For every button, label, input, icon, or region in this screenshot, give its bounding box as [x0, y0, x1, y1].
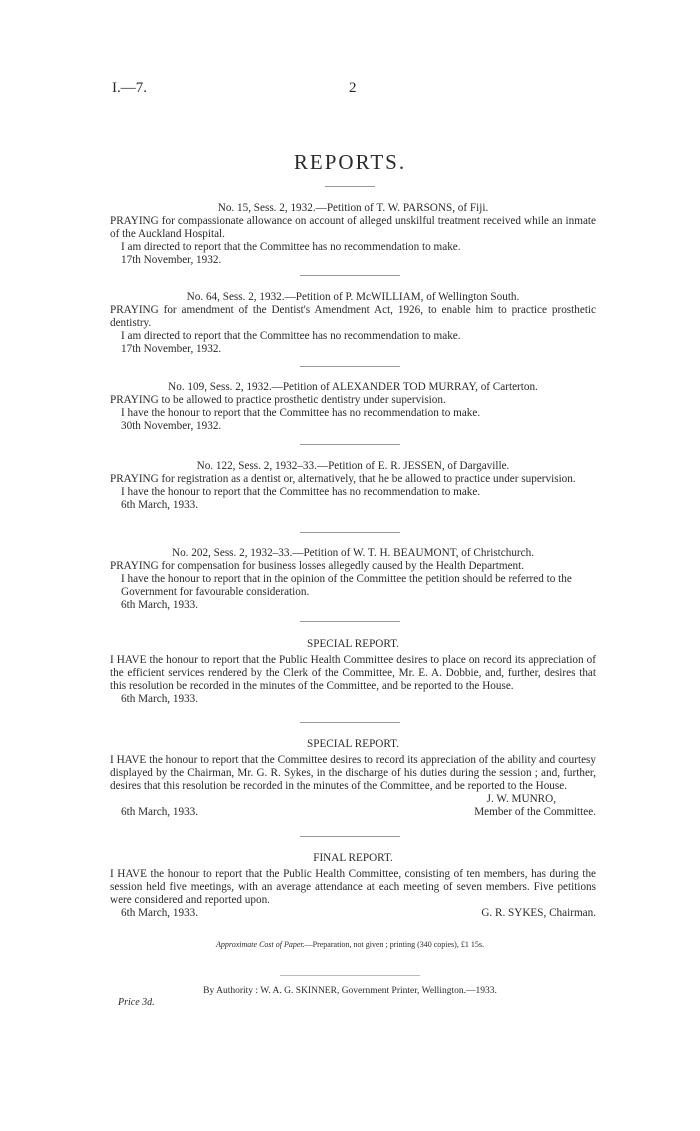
report-date: 6th March, 1933.	[121, 806, 199, 818]
cost-label: Approximate Cost of Paper.	[216, 940, 305, 949]
special-report-clerk	[110, 638, 596, 706]
page-title: REPORTS.	[293, 150, 407, 174]
petition-caption: No. 122, Sess. 2, 1932–33.—Petition of E. R. JESSEN, of Dargaville.	[196, 460, 510, 472]
divider	[300, 532, 400, 533]
report-date: 6th March, 1933.	[121, 693, 199, 705]
signer-name: G. R. SYKES, Chairman.	[481, 907, 596, 919]
report-text: I HAVE the honour to report that the Public Health Committee, consisting of ten members, has during the session held five meetings, with an average attendance at each meeting of seven members. Five petitions were considered and reported upon.	[110, 868, 596, 906]
petition-date: 6th March, 1933.	[121, 499, 199, 511]
petition-prayer: PRAYING for registration as a dentist or, alternatively, that he be allowed to practice under supervision.	[110, 473, 576, 485]
divider	[300, 275, 400, 276]
cost-text: —Preparation, not given ; printing (340 copies), £1 15s.	[304, 940, 484, 949]
petition-caption: No. 202, Sess. 2, 1932–33.—Petition of W. T. H. BEAUMONT, of Christchurch.	[171, 547, 535, 559]
petition-202	[110, 547, 596, 612]
divider	[300, 621, 400, 622]
divider	[300, 836, 400, 837]
report-text: I HAVE the honour to report that the Public Health Committee desires to place on record its appreciation of the efficient services rendered by the Clerk of the Committee, Mr. E. A. Dobbie, and, further, desires that this resolution be recorded in the minutes of the Committee, and be reported to the House.	[110, 654, 596, 692]
cost-of-paper	[0, 940, 700, 949]
petition-prayer: PRAYING for compensation for business losses allegedly caused by the Health Department.	[110, 560, 525, 572]
price: Price 3d.	[118, 997, 155, 1008]
petition-report: I have the honour to report that in the opinion of the Committee the petition should be referred to the Government for favourable consideration.	[121, 573, 572, 598]
divider	[280, 975, 420, 976]
petition-caption: No. 109, Sess. 2, 1932.—Petition of ALEXANDER TOD MURRAY, of Carterton.	[168, 381, 538, 393]
page-number: 2	[349, 80, 357, 96]
petition-15	[110, 202, 596, 267]
signer-role: Member of the Committee.	[474, 806, 596, 818]
divider	[300, 366, 400, 367]
petition-date: 17th November, 1932.	[121, 254, 222, 266]
final-report	[110, 852, 596, 920]
signer-name: J. W. MUNRO,	[486, 793, 556, 805]
report-date: 6th March, 1933.	[121, 907, 199, 919]
petition-report: I have the honour to report that the Committee has no recommendation to make.	[121, 486, 481, 498]
special-report-chairman	[110, 738, 596, 819]
section-heading: FINAL REPORT.	[313, 852, 393, 864]
report-text: I HAVE the honour to report that the Committee desires to record its appreciation of the ability and courtesy displayed by the Chairman, Mr. G. R. Sykes, in the discharge of his duties during the session ; and, further, desires that this resolution be recorded in the minutes of the Committee, and be reported to the House.	[110, 754, 596, 792]
petition-122	[110, 460, 596, 512]
petition-prayer: PRAYING to be allowed to practice prosthetic dentistry under supervision.	[110, 394, 446, 406]
divider	[325, 186, 375, 187]
petition-report: I am directed to report that the Committee has no recommendation to make.	[121, 330, 461, 342]
petition-report: I am directed to report that the Committee has no recommendation to make.	[121, 241, 461, 253]
section-heading: SPECIAL REPORT.	[307, 638, 399, 650]
petition-date: 30th November, 1932.	[121, 420, 222, 432]
petition-caption: No. 15, Sess. 2, 1932.—Petition of T. W. PARSONS, of Fiji.	[217, 202, 489, 214]
petition-date: 6th March, 1933.	[121, 599, 199, 611]
petition-prayer: PRAYING for amendment of the Dentist's Amendment Act, 1926, to enable him to practice prosthetic dentistry.	[110, 304, 596, 329]
petition-64	[110, 291, 596, 356]
authority-line: By Authority : W. A. G. SKINNER, Government Printer, Wellington.—1933.	[203, 986, 497, 996]
document-reference: I.—7.	[112, 80, 147, 96]
petition-caption: No. 64, Sess. 2, 1932.—Petition of P. McWILLIAM, of Wellington South.	[186, 291, 520, 303]
divider	[300, 722, 400, 723]
petition-prayer: PRAYING for compassionate allowance on account of alleged unskilful treatment received while an inmate of the Auckland Hospital.	[110, 215, 596, 240]
petition-109	[110, 381, 596, 433]
section-heading: SPECIAL REPORT.	[307, 738, 399, 750]
petition-report: I have the honour to report that the Committee has no recommendation to make.	[121, 407, 481, 419]
petition-date: 17th November, 1932.	[121, 343, 222, 355]
divider	[300, 444, 400, 445]
